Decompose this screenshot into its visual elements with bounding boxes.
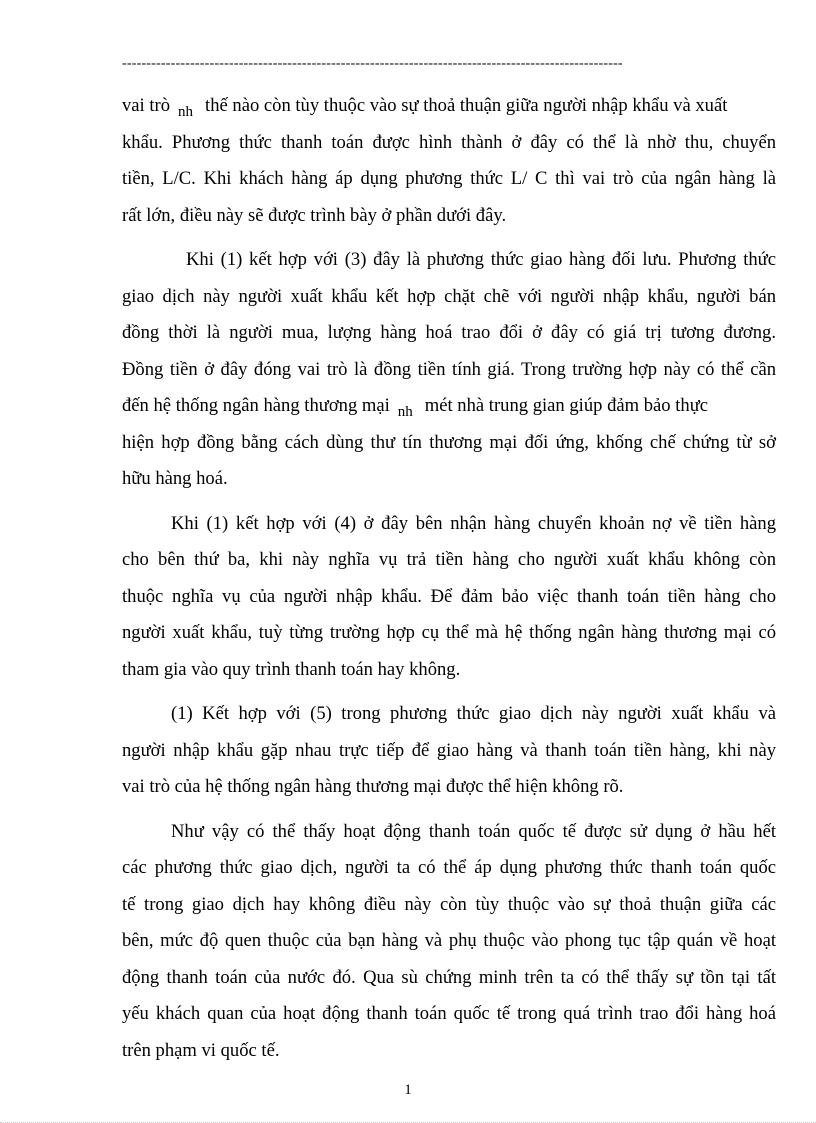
text-span: đến hệ thống ngân hàng thương mại bbox=[122, 395, 390, 416]
text-line: yếu khách quan của hoạt động thanh toán quốc tế trong quá trình trao đổi hàng hoá bbox=[122, 1003, 776, 1024]
text-line: trên phạm vi quốc tế. bbox=[122, 1039, 280, 1061]
subscript-fragment: nh bbox=[178, 104, 194, 120]
text-line: tế trong giao dịch hay không điều này còn tùy thuộc vào sự thoả thuận giữa các bbox=[122, 893, 776, 915]
paragraph-4 bbox=[122, 696, 776, 806]
text-span: thế nào còn tùy thuộc vào sự thoả thuận giữa người nhập khẩu và xuất bbox=[205, 95, 728, 116]
paragraph-2 bbox=[122, 242, 776, 498]
text-line: giao dịch này người xuất khẩu kết hợp chặt chẽ với người nhập khẩu, người bán bbox=[122, 285, 776, 307]
header-dashed-rule: ------------------------------------------------------------------------------------------------------- bbox=[122, 56, 623, 71]
text-line: (1) Kết hợp với (5) trong phương thức giao dịch này người xuất khẩu và bbox=[171, 703, 776, 724]
text-line: hữu hàng hoá. bbox=[122, 468, 228, 489]
paragraph-5 bbox=[122, 814, 776, 1070]
text-line: bên, mức độ quen thuộc của bạn hàng và phụ thuộc vào phong tục tập quán về hoạt bbox=[122, 930, 776, 951]
text-line bbox=[122, 88, 776, 125]
paragraph-1 bbox=[122, 88, 776, 234]
text-line: khẩu. Phương thức thanh toán được hình thành ở đây có thể là nhờ thu, chuyển bbox=[122, 131, 776, 153]
text-line: hiện hợp đồng bằng cách dùng thư tín thương mại đối ứng, khống chế chứng từ sở bbox=[122, 431, 776, 453]
text-line: đồng thời là người mua, lượng hàng hoá trao đổi ở đây có giá trị tương đương. bbox=[122, 322, 776, 343]
text-line: Như vậy có thể thấy hoạt động thanh toán quốc tế được sử dụng ở hầu hết bbox=[171, 820, 776, 842]
subscript-fragment: nh bbox=[397, 404, 413, 420]
text-line: cho bên thứ ba, khi này nghĩa vụ trả tiền hàng cho người xuất khẩu không còn bbox=[122, 549, 776, 570]
page-number: 1 bbox=[404, 1082, 412, 1098]
document-body bbox=[122, 88, 776, 1069]
text-line: Đồng tiền ở đây đóng vai trò là đồng tiền tính giá. Trong trường hợp này có thể cần bbox=[122, 358, 776, 380]
text-line bbox=[122, 388, 776, 425]
text-line: Khi (1) kết hợp với (4) ở đây bên nhận hàng chuyển khoản nợ về tiền hàng bbox=[171, 512, 776, 534]
text-line: tham gia vào quy trình thanh toán hay không. bbox=[122, 658, 461, 680]
paragraph-3 bbox=[122, 506, 776, 689]
text-line: người nhập khẩu gặp nhau trực tiếp để giao hàng và thanh toán tiền hàng, khi này bbox=[122, 739, 776, 761]
text-line: thuộc nghĩa vụ của người nhập khẩu. Để đảm bảo việc thanh toán tiền hàng cho bbox=[122, 585, 776, 607]
text-line: động thanh toán của nước đó. Qua sù chứng minh trên ta có thể thấy sự tồn tại tất bbox=[122, 966, 776, 988]
text-line: Khi (1) kết hợp với (3) đây là phương thức giao hàng đối lưu. Phương thức bbox=[186, 249, 776, 270]
text-line: các phương thức giao dịch, người ta có thể áp dụng phương thức thanh toán quốc bbox=[122, 857, 776, 878]
text-line: rất lớn, điều này sẽ được trình bày ở phần dưới đây. bbox=[122, 204, 507, 226]
text-line: tiền, L/C. Khi khách hàng áp dụng phương thức L/ C thì vai trò của ngân hàng là bbox=[122, 168, 776, 189]
text-line: người xuất khẩu, tuỳ từng trường hợp cụ thể mà hệ thống ngân hàng thương mại có bbox=[122, 622, 776, 643]
text-span: mét nhà trung gian giúp đảm bảo thực bbox=[424, 395, 709, 416]
text-span: vai trò bbox=[122, 95, 171, 116]
text-line: vai trò của hệ thống ngân hàng thương mại được thể hiện không rõ. bbox=[122, 776, 624, 797]
